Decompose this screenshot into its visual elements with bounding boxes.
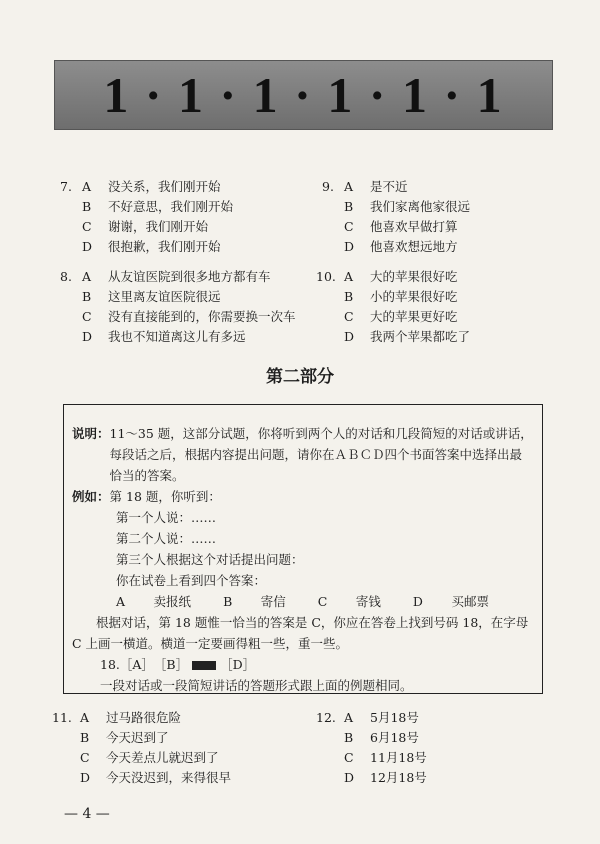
question-9: 9. A 是不近 B 我们家离他家很远 C 他喜欢早做打算 D 他喜欢想远地方 [322, 177, 470, 257]
example-label: 例如： [72, 489, 110, 504]
option-text: 很抱歉，我们刚开始 [108, 239, 221, 254]
question-7: 7. A 没关系，我们刚开始 B 不好意思，我们刚开始 C 谢谢，我们刚开始 D 很抱歉，我们刚开始 [60, 177, 233, 257]
page-number: — 4 — [64, 806, 110, 822]
question-8: 8. A 从友谊医院到很多地方都有车 B 这里离友谊医院很远 C 没有直接能到的，你需要换一次车 D 我也不知道离这儿有多远 [60, 267, 296, 347]
answer-explanation: 根据对话，第 18 题惟一恰当的答案是 C，你应在答卷上找到号码 18，在字母 C 上画一横道。横道一定要画得粗一些，重一些。 [72, 615, 529, 651]
option-text: 从友谊医院到很多地方都有车 [108, 269, 271, 284]
answer-option: B 寄信 [223, 594, 286, 609]
option-text: 今天迟到了 [106, 730, 169, 745]
example-intro: 第 18 题，你听到： [109, 489, 221, 504]
example-answer-options [72, 591, 534, 612]
answer-option: D 买邮票 [412, 594, 489, 609]
answer-sheet-example: 18.［A］ ［B］ ［D］ [100, 657, 256, 672]
see-four-line: 你在试卷上看到四个答案： [116, 573, 267, 588]
banner-text: 1 · 1 · 1 · 1 · 1 · 1 [103, 67, 504, 123]
option-text: 没关系，我们刚开始 [108, 179, 221, 194]
answer-option: A 卖报纸 [116, 594, 192, 609]
option-text: 是不近 [370, 179, 408, 194]
question-11: 11. A 过马路很危险 B 今天迟到了 C 今天差点儿就迟到了 D 今天没迟到，来得很早 [52, 708, 231, 788]
option-text: 谢谢，我们刚开始 [108, 219, 209, 234]
question-12: 12. A 5月18号 B 6月18号 C 11月18号 D 12月18号 [316, 708, 427, 788]
closing-note: 一段对话或一段简短讲话的答题形式跟上面的例题相同。 [100, 678, 413, 693]
person-2-line: 第二个人说：…… [116, 531, 217, 546]
option-text: 我们家离他家很远 [370, 199, 471, 214]
answer-option: C 寄钱 [317, 594, 381, 609]
section-title: 第二部分 [266, 367, 334, 387]
person-3-line: 第三个人根据这个对话提出问题： [116, 552, 304, 567]
option-text: 今天差点儿就迟到了 [106, 750, 219, 765]
person-1-line: 第一个人说：…… [116, 510, 217, 525]
option-text: 他喜欢想远地方 [370, 239, 458, 254]
option-text: 5月18号 [370, 710, 419, 725]
filled-mark-icon [192, 661, 216, 670]
option-text: 我也不知道离这儿有多远 [108, 329, 246, 344]
option-text: 过马路很危险 [106, 710, 182, 725]
instructions-box [63, 404, 543, 694]
option-text: 6月18号 [370, 730, 419, 745]
explanation [72, 423, 534, 486]
option-text: 这里离友谊医院很远 [108, 289, 221, 304]
option-text: 我两个苹果都吃了 [370, 329, 471, 344]
option-text: 没有直接能到的，你需要换一次车 [108, 309, 296, 324]
option-text: 小的苹果很好吃 [370, 289, 458, 304]
option-text: 12月18号 [370, 770, 427, 785]
explain-label: 说明： [72, 426, 110, 441]
question-10: 10. A 大的苹果很好吃 B 小的苹果很好吃 C 大的苹果更好吃 D 我两个苹果都吃了 [316, 267, 470, 347]
header-banner [54, 60, 553, 130]
example [72, 486, 534, 507]
option-text: 11月18号 [370, 750, 427, 765]
option-text: 他喜欢早做打算 [370, 219, 458, 234]
option-text: 今天没迟到，来得很早 [106, 770, 232, 785]
explain-text: 11～35 题，这部分试题，你将听到两个人的对话和几段简短的对话或讲话，每段话之后，根据内容提出问题，请你在ＡＢＣＤ四个书面答案中选择出最恰当的答案。 [109, 426, 533, 483]
option-text: 不好意思，我们刚开始 [108, 199, 234, 214]
option-text: 大的苹果更好吃 [370, 309, 458, 324]
option-text: 大的苹果很好吃 [370, 269, 458, 284]
